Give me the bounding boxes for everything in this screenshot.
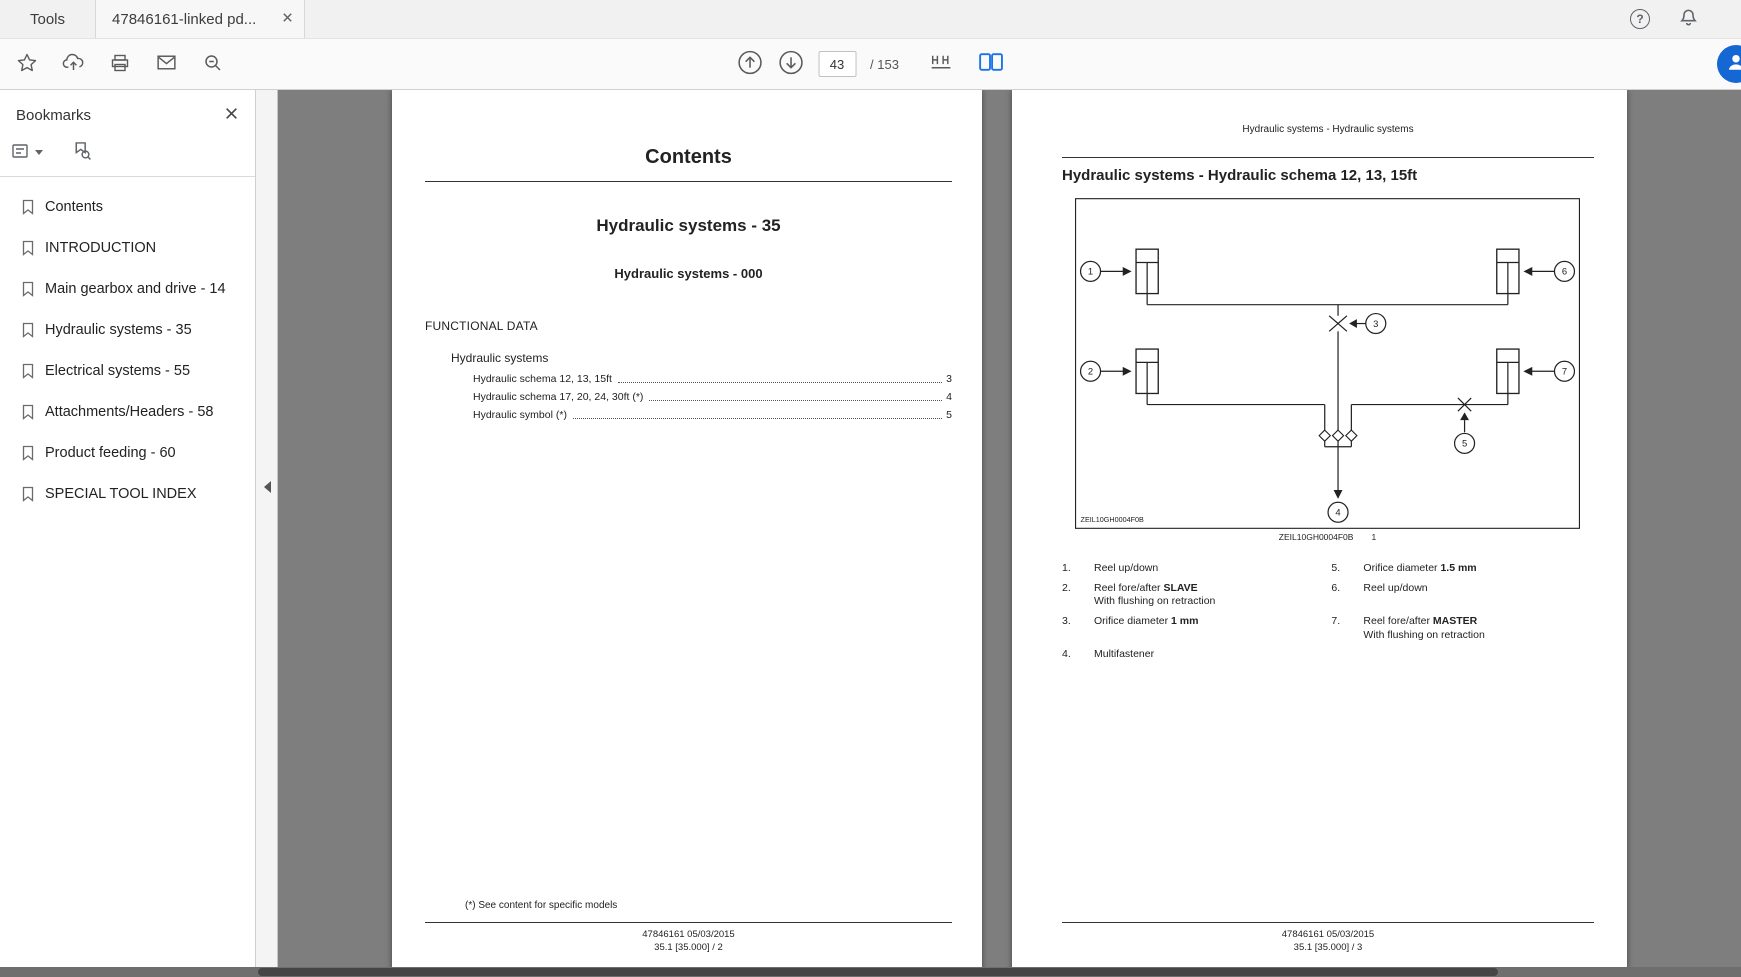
tabbar-right-actions — [1630, 0, 1741, 38]
bookmark-item-special-tool-index[interactable] — [0, 476, 255, 517]
close-icon — [281, 11, 294, 27]
person-icon — [1725, 51, 1741, 78]
legend-item-1 — [1062, 562, 1319, 576]
toc-page-number: 4 — [946, 391, 952, 403]
legend-number: 2. — [1062, 581, 1071, 594]
envelope-icon — [155, 51, 178, 77]
legend-text: Reel up/down — [1094, 562, 1159, 574]
balloon-6: 6 — [1561, 265, 1568, 277]
toc-row[interactable] — [473, 373, 952, 385]
bookmark-item-attachments-headers[interactable] — [0, 394, 255, 435]
footer-line1: 47846161 05/03/2015 — [642, 929, 735, 940]
running-header: Hydraulic systems - Hydraulic systems — [1242, 124, 1414, 135]
print-button[interactable] — [109, 52, 131, 77]
bookmark-item-product-feeding[interactable] — [0, 435, 255, 476]
legend-number: 6. — [1331, 581, 1341, 594]
caption-number: 1 — [1371, 532, 1377, 542]
legend-text-bold: SLAVE — [1163, 581, 1198, 594]
footer-line2: 35.1 [35.000] / 2 — [654, 942, 723, 954]
document-canvas — [278, 90, 1741, 967]
toc-group-heading: Hydraulic systems — [451, 351, 549, 365]
dot-leader — [618, 382, 942, 383]
balloon-1: 1 — [1087, 265, 1094, 277]
account-avatar[interactable] — [1717, 45, 1741, 83]
section-heading: Hydraulic systems - 000 — [614, 266, 763, 281]
toc-row[interactable] — [473, 391, 952, 403]
balloon-4: 4 — [1335, 506, 1341, 518]
previous-page-button[interactable] — [736, 49, 763, 79]
star-button[interactable] — [16, 52, 38, 77]
legend-number: 3. — [1062, 614, 1071, 627]
bookmark-search-icon — [71, 140, 92, 164]
legend-number: 7. — [1331, 614, 1341, 627]
bell-icon — [1678, 7, 1699, 31]
legend-item-2 — [1062, 582, 1319, 609]
close-icon — [224, 106, 239, 124]
legend-text: Reel up/down — [1363, 581, 1428, 594]
bookmark-item-electrical-systems[interactable] — [0, 353, 255, 394]
scrollbar-thumb[interactable] — [258, 968, 1498, 976]
legend-text: Reel fore/after — [1363, 614, 1433, 627]
contents-title: Contents — [645, 146, 732, 168]
legend-number: 1. — [1062, 562, 1071, 574]
notifications-button[interactable] — [1678, 7, 1699, 31]
dot-leader — [573, 418, 942, 419]
toc-label: Hydraulic schema 12, 13, 15ft — [473, 373, 612, 385]
help-icon: ? — [1630, 9, 1650, 29]
find-current-bookmark-button[interactable] — [71, 140, 92, 164]
figure-legend — [1062, 562, 1594, 662]
page-thumbnails-icon — [929, 51, 954, 77]
bookmark-icon — [20, 279, 36, 304]
help-button[interactable] — [1630, 9, 1650, 29]
bookmark-icon — [20, 197, 36, 222]
title-rule — [425, 181, 952, 182]
legend-text-bold: 1 mm — [1171, 614, 1199, 627]
legend-number: 5. — [1331, 562, 1341, 574]
bookmark-icon — [20, 484, 36, 509]
bookmark-item-main-gearbox[interactable] — [0, 271, 255, 312]
collapse-panel-button[interactable] — [259, 476, 275, 498]
toc-page-number: 5 — [946, 409, 952, 421]
book-view-icon — [978, 51, 1005, 77]
legend-number: 4. — [1062, 648, 1071, 661]
left-triangle-icon — [264, 481, 271, 493]
page-title: Hydraulic systems - Hydraulic schema 12, 13, 15ft — [1062, 167, 1418, 184]
tab-tools[interactable] — [0, 0, 95, 38]
toc-label: Hydraulic symbol (*) — [473, 409, 567, 421]
bookmark-icon — [20, 361, 36, 386]
toc-label: Hydraulic schema 17, 20, 24, 30ft (*) — [473, 391, 644, 403]
legend-text: Multifastener — [1094, 648, 1155, 661]
two-page-view-button[interactable] — [978, 51, 1005, 77]
header-rule — [1062, 157, 1594, 158]
page-thumbnails-button[interactable] — [929, 51, 954, 77]
bookmarks-header — [0, 90, 255, 132]
arrow-up-circle-icon — [736, 49, 763, 79]
chapter-heading: Hydraulic systems - 35 — [596, 216, 781, 235]
printer-icon — [109, 52, 131, 77]
cloud-upload-icon — [62, 51, 85, 77]
legend-text: Orifice diameter — [1363, 562, 1441, 574]
legend-line2: With flushing on retraction — [1363, 628, 1485, 641]
footer-line2: 35.1 [35.000] / 3 — [1293, 942, 1363, 954]
close-bookmarks-button[interactable] — [224, 106, 239, 124]
bookmark-icon — [20, 238, 36, 263]
legend-item-5 — [1331, 562, 1594, 576]
balloon-7: 7 — [1561, 365, 1568, 377]
bookmark-label: Main gearbox and drive - 14 — [45, 281, 226, 298]
magnifier-icon — [202, 52, 224, 77]
bookmark-icon — [20, 320, 36, 345]
bookmark-label: Attachments/Headers - 58 — [45, 404, 214, 421]
toc-page-number: 3 — [946, 373, 952, 385]
bookmarks-panel — [0, 90, 256, 967]
bookmark-label: SPECIAL TOOL INDEX — [45, 486, 197, 503]
legend-text: Orifice diameter — [1094, 614, 1172, 627]
schematic-svg — [1075, 198, 1580, 529]
page-count-label: / 153 — [870, 56, 899, 72]
toolbar-left-group — [16, 51, 224, 77]
footer-line1: 47846161 05/03/2015 — [1281, 929, 1375, 940]
balloon-3: 3 — [1373, 317, 1379, 329]
email-button[interactable] — [155, 51, 178, 77]
bookmark-item-contents[interactable] — [0, 189, 255, 230]
bookmark-label: Electrical systems - 55 — [45, 363, 191, 380]
functional-data-heading: FUNCTIONAL DATA — [425, 319, 538, 333]
footnote: (*) See content for specific models — [465, 900, 618, 911]
tab-document-label: 47846161-linked pd... — [112, 10, 257, 28]
figure-code: ZEIL10GH0004F0B — [1080, 515, 1144, 525]
star-icon — [16, 52, 38, 77]
figure-caption — [1075, 532, 1580, 542]
page-3 — [1012, 90, 1627, 967]
toolbar-center-group — [736, 39, 1005, 89]
bookmark-label: Contents — [45, 199, 104, 215]
legend-item-6 — [1331, 582, 1594, 609]
tab-tools-label: Tools — [30, 10, 66, 28]
legend-text: Reel fore/after — [1094, 581, 1164, 594]
page-number-input[interactable] — [818, 51, 856, 77]
legend-line2: With flushing on retraction — [1094, 595, 1216, 608]
horizontal-scrollbar[interactable] — [0, 967, 1741, 977]
chevron-down-icon — [35, 150, 43, 155]
legend-item-4 — [1062, 648, 1319, 662]
page-2 — [392, 90, 982, 967]
bookmarks-options-icon — [10, 141, 30, 164]
bookmark-icon — [20, 402, 36, 427]
bookmark-item-introduction[interactable] — [0, 230, 255, 271]
balloon-2: 2 — [1087, 365, 1094, 377]
bookmark-label: Product feeding - 60 — [45, 445, 176, 462]
zoom-search-button[interactable] — [202, 52, 224, 77]
hydraulic-schematic-figure — [1075, 198, 1580, 542]
footer-rule — [425, 922, 952, 923]
bookmark-item-hydraulic-systems[interactable] — [0, 312, 255, 353]
footer-rule — [1062, 922, 1594, 923]
legend-text-bold: 1.5 mm — [1440, 562, 1477, 574]
next-page-button[interactable] — [777, 49, 804, 79]
tab-close-button[interactable] — [281, 11, 294, 27]
legend-item-7 — [1331, 615, 1594, 642]
toolbar — [0, 38, 1741, 90]
tab-bar — [0, 0, 1741, 38]
balloon-5: 5 — [1461, 437, 1468, 449]
bookmarks-options-button[interactable] — [10, 141, 43, 164]
bookmark-label: INTRODUCTION — [45, 240, 157, 257]
caption-code: ZEIL10GH0004F0B — [1278, 532, 1354, 542]
legend-text-bold: MASTER — [1432, 614, 1478, 627]
toc-row[interactable] — [473, 409, 952, 421]
bookmark-label: Hydraulic systems - 35 — [45, 322, 192, 339]
bookmarks-list — [0, 177, 255, 517]
page-footer — [392, 922, 982, 955]
arrow-down-circle-icon — [777, 49, 804, 79]
page-footer — [1012, 922, 1627, 955]
tab-document[interactable] — [95, 0, 305, 38]
dot-leader — [649, 400, 942, 401]
legend-item-3 — [1062, 615, 1319, 642]
bookmark-icon — [20, 443, 36, 468]
toc-list — [473, 373, 952, 421]
cloud-upload-button[interactable] — [62, 51, 85, 77]
bookmarks-title: Bookmarks — [16, 106, 92, 124]
panel-splitter — [256, 90, 278, 967]
main-area — [0, 90, 1741, 967]
bookmarks-toolbar — [0, 132, 255, 177]
